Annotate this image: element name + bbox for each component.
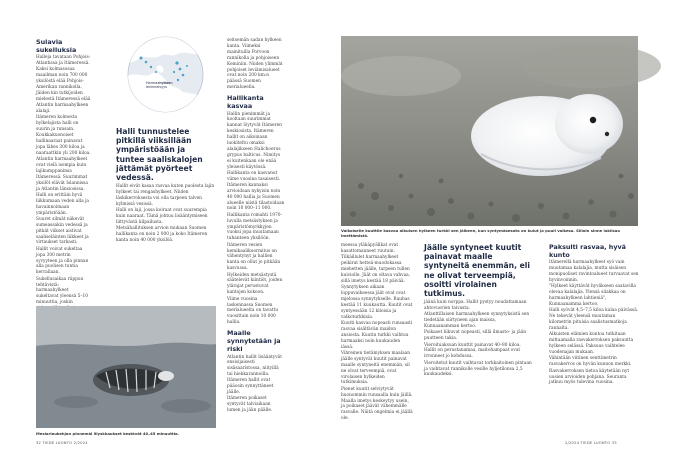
paragraph: Viime vuosina laskennassa Suomen merialueelta on tavattu vuosittain noin 10 000 hallia.	[227, 296, 279, 326]
paragraph: Halli on laji, jossa koiraat ovat suurempia kuin naaraat. Tämä johtuu lisääntymiseen liittyvästä kilpailusta.	[116, 208, 208, 225]
map-graphic	[127, 36, 204, 113]
paragraph: Sukellusaikaa riippuu tehtävistä: harmaahylkeet sukeltavat yleensä 5–10 minuuttia, joskin	[36, 276, 89, 306]
paragraph: Hylkeiden metsästystä säätelevät kiintiöt, joiden ylärajat perustuvat kantojen kokoon.	[227, 272, 283, 296]
left-column-2	[116, 184, 216, 306]
paragraph: Halli syövät 4,5–7,5 kiloa kalaa päivässä. Ne tekevät yleensä muutaman kilometrin pituisia saalistusmatkoja rannalta.	[549, 308, 639, 332]
paragraph: Hallin pienimmät ja kooltaan suurimmat kannat löytyvät Itämeren keskiosista. Itämeren hallit on aikoinaan luokiteltu omaksi alalajikseen Halichoerus grypus balticus. Nimitys ei kuitenkaan ole enää yleisesti käytössä.	[227, 111, 282, 170]
paragraph: Atlantin hallit lisääntyvät ensisijaisesti sisäsaaristossa, niityillä tai hiekkarannoilla. Itämeren hallit ovat pääosin synnyttäneet jäälle.	[227, 354, 282, 395]
paragraph: Synnytyksen aikaan loppuvaiheessa jäät ovat ovat mjelossa synnytykselle. Rauhas kestää 11 kuukautta. Kuutit ovat syntyessään 12 kiloisia ja valkoturkkisia.	[341, 285, 413, 320]
paragraph: Metsähallituksen arvion mukaan Suomen hallikanta on noin 2 000 ja koko Itämeren kanta noin 40 000 yksilöä.	[116, 226, 208, 243]
paragraph: Vähintään viitinen senttimetrin rasvakerros on hyvän kunnon merkki.	[549, 356, 632, 368]
paragraph: Hallit eivät kasaa rasvaa kuten puolesta lajin hylkeet tai rengashylkeet. Niiden läskikerroksesta voi olla tarpeen talven kylmissä vesissä.	[116, 184, 215, 207]
paragraph: Itämeren vesien kemikaalikuormitus on vähentynyt ja hallien kanta on ollut jo pitkään kasvussa.	[227, 242, 281, 272]
photo-caption-right: Valkoiselle kuuttile kasvaa aikuisen hylkeen turkki sen jälkeen, kun syntymäsesota on kulut ja puuli vaikesa. Silloin sinne lakiisaa imettämistä.	[341, 228, 620, 238]
paragraph: Alkuisten elämien kuntoa tutkitaan mittaamalla rasvakerroksen paksuutta hylkeen selässä. Paksuus vaihtelee vuodenajan mukaan.	[549, 332, 634, 356]
distribution-map	[127, 36, 204, 113]
seal-skeleton-photo	[36, 306, 216, 428]
paragraph: Vihreinen tietämyksen maalaan jäälle syntyvät kuutit painavat maalle syntyneitä enemmän, sil ne olvat terveempiä, ovat virolaisen hylkeiden tutkimuksia.	[341, 350, 410, 386]
paragraph: Pienet kuutit selviytyvät huonommin runsaalla kuin jäillä. Maalla imetys keskeytyy usein, ja poikaset jäävät vähemmälle rasvalle. Näitä ongelmia ei jäällä ole.	[341, 386, 413, 422]
section-heading-sulavia: Sulavia sukelluksia	[36, 38, 77, 54]
paragraph: Itämeren poikaset syntyvät talviaikaan lumen ja jään päälle.	[227, 396, 273, 414]
section-heading-maalle: Maalle synnytetään ja riski	[227, 329, 281, 354]
paragraph: Vieroituaksuan kuuttit painavat 40–80 kiloa. Hallit on perustanamaa, maitohampaat ovat irronneet jo kohdussa.	[424, 342, 521, 360]
footer-right: 2/2024 TIEDE LUONTO 33	[565, 441, 617, 445]
right-column-2	[424, 300, 532, 438]
photo-caption-left: Mesiarlaukehjan pinnemäl illyskkaukset kestävät 40–45 minuuttia.	[36, 431, 180, 436]
paragraph: Itämerellä harmaahylkeet syö vain muutamaa kalalajia, mutta sisäisen monipuoliset ravintoalueet turvaavat sen hyvinvoinnin.	[549, 260, 639, 284]
paragraph: jäänä kuin norppa. Hallit pystyy noudattamaan ahtovuorien taivasta.	[424, 300, 527, 311]
paragraph: seitsemän sadan hylkeen kanta. Viimeksi mainituilla Porvoon rannikolla ja pohjoiseen Keminiin. Niiden ylimmät pohjoiset leviämisalueet ovat noin 200 km:n päässä Suomen merialueella.	[227, 38, 283, 91]
section-heading-hallikanta: Hallikanta kasvaa	[227, 94, 264, 111]
section-heading-paksulti: Paksulti rasvaa, hyvä kunto	[549, 243, 626, 259]
paragraph: Hallikanta on kasvanut viime vuosina tasaisesti. Itämeren kannaksi arvioidaan nykyisin noin 40 000 hallia ja Suomen alueelle niistä tilastoidaan noin 10 000–11 000.	[227, 171, 285, 212]
right-column-3	[549, 243, 639, 438]
paragraph: Tilkäillulet harmaahylkeet peikirat hetteä-muodokassa miehetten jäälle, tarpeen tullen kuiviolle. Jäät on oltava vahvaa, sillä imetys kestää 18 päivää.	[341, 255, 411, 284]
left-column-1	[36, 38, 92, 330]
photo-illustration	[341, 36, 638, 226]
right-column-1	[341, 243, 413, 438]
pull-quote-right: Jäälle syntyneet kuutit painavat maalle syntyneitä enemmän, eli ne olivat terveempiä, osoitti virolainen tutkimus.	[424, 243, 530, 299]
pull-quote-left: Halli tunnustelee pitkillä viiksillään ympäristöään ja tuntee saaliskalojen jättämät pyörteet vedessä.	[116, 127, 203, 183]
paragraph: "Hylkeet käyttävät hyväkseen saatavilla olevaa kalalajia. Ylensä silakkaa on harmaahylkeen lahtieniä", Kunnaanamma kertoo.	[549, 284, 636, 308]
paragraph: Atlantin harmaahylkeet ovat vielä isompia kuin lajikumppaninsa Itämeressä. Suurimmat yksilöt elävät Islannissa ja Atlantin länsiosissa.	[36, 156, 88, 192]
paragraph: Halli on erittäin hyvä liikkumaan veden alla ja havainnoimaan ympäristöään.	[36, 192, 89, 216]
paragraph: Itämeren kolmesta hylkelajista halli on suurin ja runsain.	[36, 114, 79, 132]
paragraph: Hallikanta romahti 1970-luvulla metsästyksen ja ympäristömyrkkyjen vuoksi jopa muutamaan tuhanteen yksilöön.	[227, 212, 282, 242]
left-column-3	[227, 38, 285, 435]
paragraph: meessa yläkäpyällkat ovat kasattomanneet ruutuin.	[341, 243, 399, 254]
seal-pup-photo	[341, 36, 638, 226]
paragraph: Hallit voivat sukeltaa jopa 300 metrin syvyyteen ja olla pinnan alla puolisen tuntia kerrallaan.	[36, 246, 89, 276]
paragraph: Poikaset liikuvat nopeasti, sillä ilmasto- ja jään puutteen takia.	[424, 330, 526, 342]
photo-illustration	[36, 306, 216, 428]
paragraph: Koukkakuonoiset hallinaaraat painavat jopa lähes 300 kiloa ja naaraattkin yli 200 kiloa.	[36, 132, 91, 156]
map-label: Harmaahylkeen levinneisyys	[146, 81, 173, 90]
footer-left: 32 TIEDE LUONTO 2/2024	[36, 441, 88, 445]
paragraph: Rasvakerroksen tietoa käytetään nyt uusien arvioiden pohjana. Seuranta jatkuu myös tulevina vuosina.	[549, 368, 630, 386]
paragraph: Atlanttillaisen harmaahylkeen synnytyksistä sen tiedetään siirtyneen ajan maissa, Kunnaanamman kertoo.	[424, 312, 530, 330]
paragraph: Vieroitetut kuutit vaihtavat torkkaitoinen pintaan ja vaihtavat rannikolle vesille hyljetilonsa 2,5 kuukaudeksi.	[424, 360, 532, 378]
paragraph: Suuret silmät näkevät sumeassakin vedessä ja pitkät viikset aistivat saaliseläinten liikkeet ja virtaukset tarkasti.	[36, 216, 89, 246]
paragraph: Kuutti kasvaa nopeasti runsaasti rasvaa sisältävän maidon ansiosta. Kuutin turkki vaihtuu harmaaksi noin kuukauden iässä.	[341, 320, 413, 350]
paragraph: Halleja tavataan Pohjois-Atlantissa ja Itämeressä. Kaksi kolmasosaa maailman noin 700 000 yksilöstä elää Pohjois-Amerikan rannikolla. Jäiden kin tutkijoiden mielestä Itämeressä elää Atlantin harmaahylkeen alalaji.	[36, 55, 91, 114]
